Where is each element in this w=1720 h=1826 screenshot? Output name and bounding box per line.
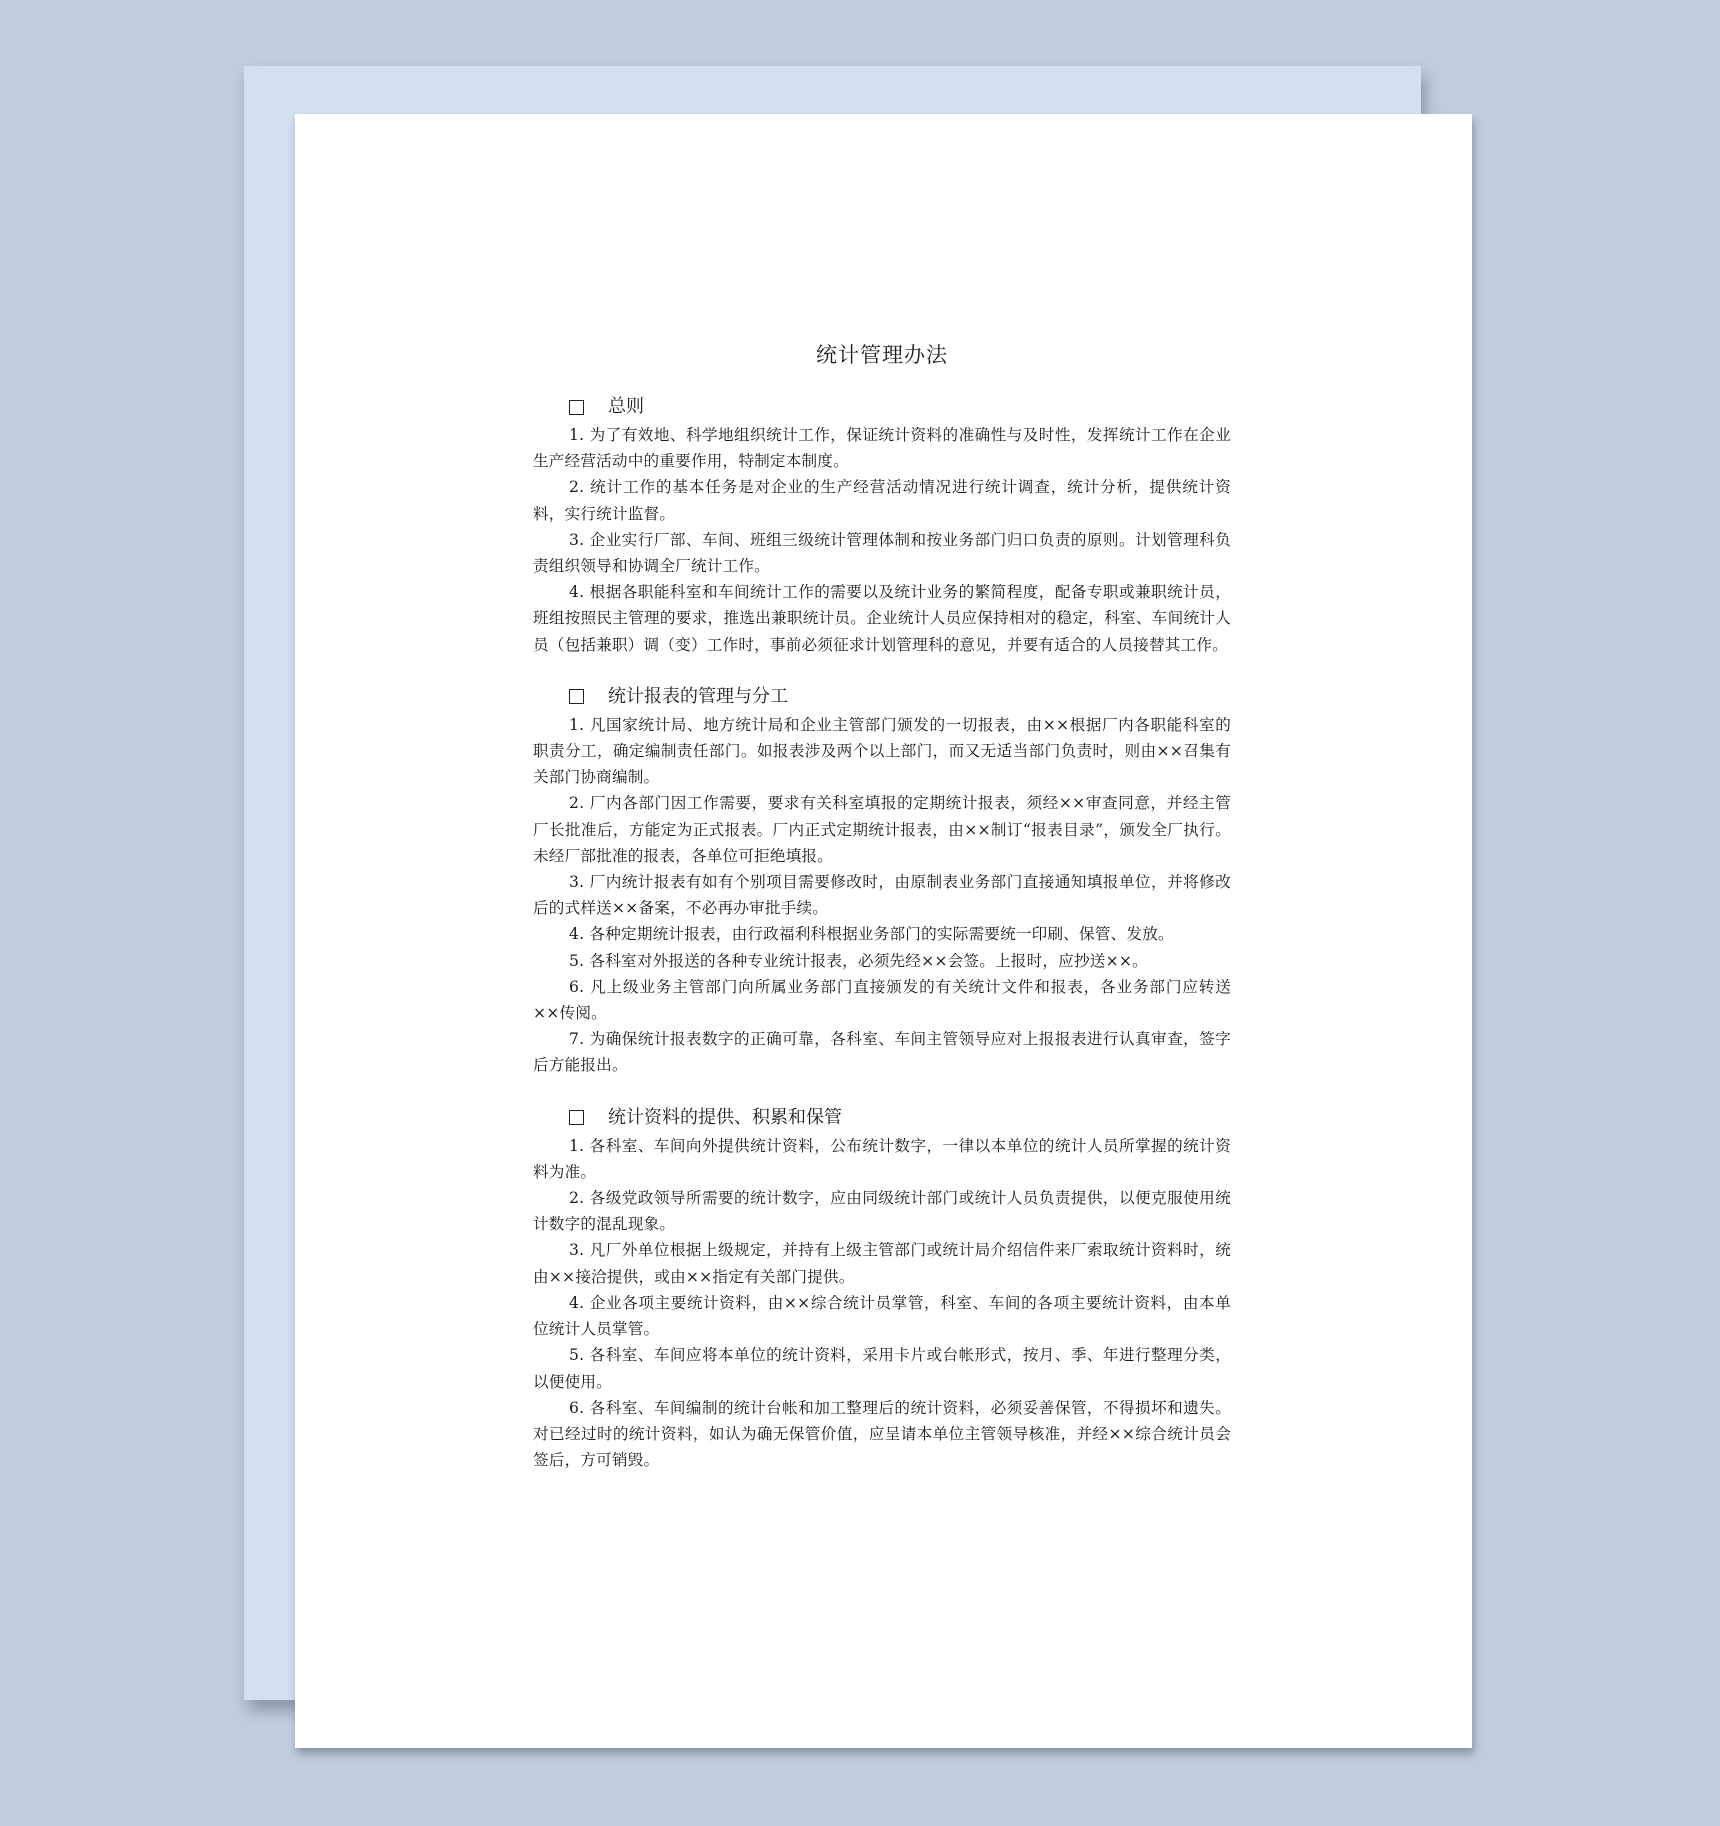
paragraph: 5. 各科室对外报送的各种专业统计报表，必须先经××会签。上报时，应抄送××。	[569, 951, 1148, 970]
section-general	[533, 392, 1231, 658]
paragraph: 6. 各科室、车间编制的统计台帐和加工整理后的统计资料，必须妥善保管，不得损坏和遗失。对已经过时的统计资料，如认为确无保管价值，应呈请本单位主管领导核准，并经××综合统计员会签后，方可销毁。	[533, 1398, 1231, 1470]
section-heading	[569, 1103, 1231, 1133]
document-title: 统计管理办法	[816, 343, 948, 367]
section-heading	[569, 682, 1231, 712]
checkbox-icon	[569, 400, 584, 415]
paragraph: 4. 根据各职能科室和车间统计工作的需要以及统计业务的繁简程度，配备专职或兼职统计员，班组按照民主管理的要求，推选出兼职统计员。企业统计人员应保持相对的稳定，科室、车间统计人员（包括兼职）调（变）工作时，事前必须征求计划管理科的意见，并要有适合的人员接替其工作。	[533, 583, 1231, 654]
paragraph: 7. 为确保统计报表数字的正确可靠，各科室、车间主管领导应对上报报表进行认真审查，签字后方能报出。	[533, 1030, 1231, 1075]
paragraph: 5. 各科室、车间应将本单位的统计资料，采用卡片或台帐形式，按月、季、年进行整理分类，以便使用。	[533, 1346, 1231, 1391]
paragraph: 2. 各级党政领导所需要的统计数字，应由同级统计部门或统计人员负责提供，以便克服使用统计数字的混乱现象。	[533, 1189, 1231, 1234]
section-heading-text: 统计资料的提供、积累和保管	[608, 1106, 842, 1128]
paragraph: 4. 企业各项主要统计资料，由××综合统计员掌管，科室、车间的各项主要统计资料，由本单位统计人员掌管。	[533, 1293, 1231, 1339]
paragraph: 3. 厂内统计报表有如有个别项目需要修改时，由原制表业务部门直接通知填报单位，并将修改后的式样送××备案，不必再办审批手续。	[533, 873, 1231, 918]
paragraph: 3. 凡厂外单位根据上级规定，并持有上级主管部门或统计局介绍信件来厂索取统计资料时，统由××接洽提供，或由××指定有关部门提供。	[533, 1241, 1231, 1286]
paragraph: 2. 厂内各部门因工作需要，要求有关科室填报的定期统计报表，须经××审查同意，并经主管厂长批准后，方能定为正式报表。厂内正式定期统计报表，由××制订“报表目录”，颁发全厂执行。未经厂部批准的报表，各单位可拒绝填报。	[533, 794, 1231, 865]
paragraph: 6. 凡上级业务主管部门向所属业务部门直接颁发的有关统计文件和报表，各业务部门应转送××传阅。	[533, 977, 1231, 1023]
checkbox-icon	[569, 689, 584, 704]
section-heading-text: 总则	[608, 396, 644, 417]
checkbox-icon	[569, 1110, 584, 1125]
section-data-provision	[533, 1103, 1231, 1474]
paragraph: 1. 凡国家统计局、地方统计局和企业主管部门颁发的一切报表，由××根据厂内各职能科室的职责分工，确定编制责任部门。如报表涉及两个以上部门，而又无适当部门负责时，则由××召集有关部门协商编制。	[533, 715, 1231, 787]
paragraph: 3. 企业实行厂部、车间、班组三级统计管理体制和按业务部门归口负责的原则。计划管理科负责组织领导和协调全厂统计工作。	[533, 530, 1231, 576]
paragraph: 2. 统计工作的基本任务是对企业的生产经营活动情况进行统计调查，统计分析，提供统计资料，实行统计监督。	[533, 478, 1231, 523]
paragraph: 4. 各种定期统计报表，由行政福利科根据业务部门的实际需要统一印刷、保管、发放。	[569, 925, 1174, 944]
front-page-sheet	[295, 114, 1472, 1748]
section-heading	[569, 392, 1231, 422]
paragraph: 1. 为了有效地、科学地组织统计工作，保证统计资料的准确性与及时性，发挥统计工作在企业生产经营活动中的重要作用，特制定本制度。	[533, 426, 1231, 471]
paragraph: 1. 各科室、车间向外提供统计资料，公布统计数字，一律以本单位的统计人员所掌握的统计资料为准。	[533, 1136, 1231, 1181]
section-report-management	[533, 682, 1231, 1079]
document-content	[533, 340, 1231, 1497]
section-heading-text: 统计报表的管理与分工	[608, 685, 788, 707]
